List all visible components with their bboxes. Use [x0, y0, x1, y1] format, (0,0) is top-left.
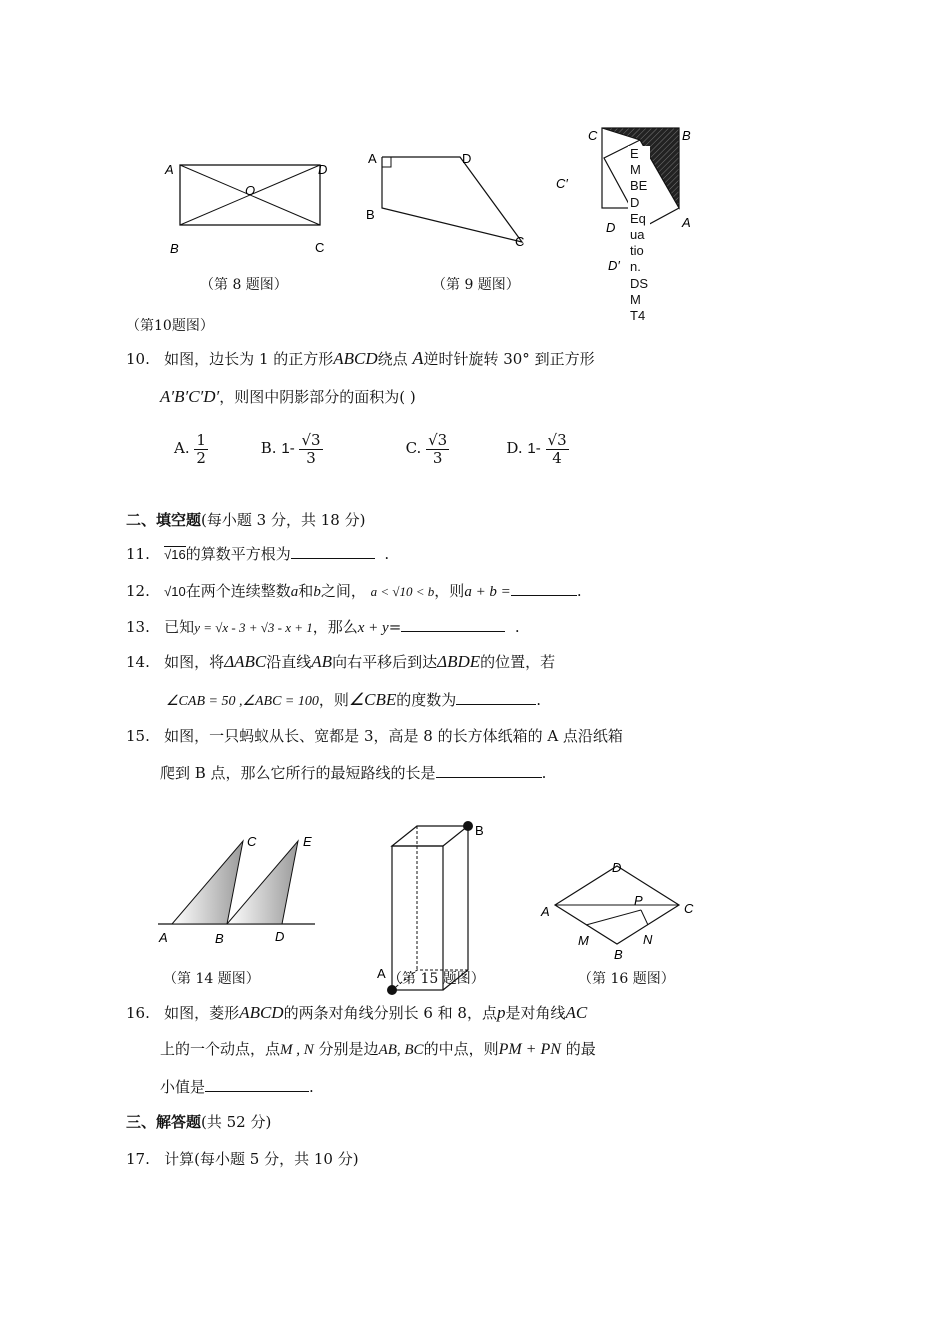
fig9-caption: （第 9 题图）: [432, 277, 520, 293]
figure-16: [538, 855, 708, 965]
q16-end: .: [309, 1078, 314, 1096]
q10-abcd-prime: A′B′C′D′: [160, 387, 220, 406]
fig10-label-d: D: [606, 220, 616, 235]
option-d-num: √3: [547, 431, 567, 449]
fig16-label-n: N: [643, 932, 653, 947]
q12-text1: 在两个连续整数: [185, 582, 291, 600]
q13-expr: y = √x - 3 + √3 - x + 1: [194, 620, 313, 635]
q10-option-c: [406, 432, 502, 466]
q15-end: .: [541, 764, 547, 782]
q14-triangle-abc: ΔABC: [224, 652, 267, 671]
fig9-label-b: B: [366, 207, 375, 222]
q14-line-ab: AB: [311, 652, 333, 671]
q11-expr: √16: [164, 547, 186, 562]
overlay-line-11: T4: [630, 308, 646, 324]
q12-text3: 之间，: [320, 582, 366, 600]
overlay-line-2: M: [630, 162, 641, 178]
q14-text4: 的位置，若: [480, 653, 556, 671]
q12-number: 12.: [126, 582, 150, 600]
fig15-label-b: B: [475, 823, 484, 838]
overlay-line-8: n.: [630, 259, 641, 275]
q12-inequality: a < √10 < b: [370, 584, 435, 599]
section2-heading: [126, 509, 365, 530]
option-c-num: √3: [428, 431, 448, 449]
fig8-label-a: A: [165, 162, 174, 177]
fig10-overlay-text: [628, 146, 650, 324]
q16-abcd: ABCD: [239, 1003, 284, 1022]
q10-abcd: ABCD: [333, 349, 378, 368]
q14-text5: ，则: [318, 691, 349, 709]
q14-angles: ∠CAB = 50 ,∠ABC = 100: [166, 694, 319, 709]
fig14-label-b: B: [215, 931, 224, 946]
overlay-line-3: BE: [630, 178, 648, 194]
q16-point-p: p: [496, 1003, 506, 1022]
q12-a: a: [290, 584, 299, 600]
fig10-label-a: A: [682, 215, 691, 230]
q16-text7: 的最: [565, 1040, 596, 1058]
fig10-label-dprime: D′: [608, 258, 620, 273]
q10-option-b: [261, 432, 401, 466]
option-b-num: √3: [301, 431, 321, 449]
q16-line1: [126, 1002, 587, 1023]
q12-text2: 和: [298, 582, 314, 600]
q16-diagonal-ac: AC: [565, 1003, 588, 1022]
q16-number: 16.: [126, 1004, 150, 1022]
section2-note: (每小题 3 分，共 18 分): [201, 511, 366, 529]
option-b-prefix: 1-: [281, 440, 295, 457]
q13-text1: 已知: [164, 618, 195, 636]
q10-option-a: [174, 432, 256, 466]
overlay-line-5: Eq: [630, 210, 646, 226]
q17: [126, 1148, 359, 1169]
q12-b: b: [313, 584, 321, 600]
q16-text2: 的两条对角线分别长 6 和 8，点: [283, 1004, 497, 1022]
section3-note: (共 52 分): [201, 1113, 272, 1131]
q10-text2: 绕点: [377, 350, 408, 368]
option-b-fraction: [299, 432, 322, 466]
q15-text1: 如图，一只蚂蚁从长、宽都是 3，高是 8 的长方体纸箱的 A 点沿纸箱: [164, 727, 623, 745]
option-d-prefix: 1-: [527, 440, 541, 457]
overlay-line-1: E: [630, 146, 639, 161]
q13-number: 13.: [126, 618, 150, 636]
section3-title: 三、解答题: [126, 1113, 202, 1131]
fig16-label-a: A: [541, 904, 550, 919]
q10-text4: ，则图中阴影部分的面积为( ): [219, 388, 416, 406]
fig14-label-a: A: [159, 930, 168, 945]
q13: [126, 616, 520, 637]
q10-options: [174, 432, 569, 466]
fig16-label-c: C: [684, 901, 694, 916]
q16-text4: 上的一个动点，点: [160, 1040, 281, 1058]
option-d-den: 4: [552, 448, 562, 467]
q14-number: 14.: [126, 653, 150, 671]
q11: [126, 543, 389, 564]
q17-number: 17.: [126, 1150, 150, 1168]
overlay-line-10: M: [630, 291, 641, 307]
q16-sides: AB, BC: [378, 1042, 424, 1058]
q16-answer-blank[interactable]: [205, 1077, 309, 1092]
q13-end: .: [514, 618, 520, 636]
q14-triangle-bde: ΔBDE: [437, 652, 481, 671]
option-a-num: 1: [196, 431, 206, 449]
q14-text3: 向右平移后到达: [332, 653, 438, 671]
q15-line1: [126, 725, 623, 746]
q16-text5: 分别是边: [318, 1040, 379, 1058]
option-c-fraction: [426, 432, 449, 466]
q16-text3: 是对角线: [505, 1004, 566, 1022]
q10-line1: [126, 348, 595, 369]
q11-end: .: [384, 545, 390, 563]
section3-heading: [126, 1111, 271, 1132]
q16-text1: 如图，菱形: [164, 1004, 240, 1022]
option-d-label: D.: [506, 439, 523, 457]
option-a-fraction: [194, 432, 208, 466]
q15-text2: 爬到 B 点，那么它所行的最短路线的长是: [160, 764, 436, 782]
q14-angle-cbe: ∠CBE: [348, 690, 397, 709]
q11-answer-blank[interactable]: [291, 544, 375, 559]
q15-line2: [160, 762, 546, 783]
fig15-caption: （第 15 题图）: [388, 971, 485, 987]
overlay-line-7: tio: [630, 243, 644, 259]
fig14-label-c: C: [247, 834, 257, 849]
fig8-label-o: O: [245, 183, 256, 198]
q12: [126, 580, 582, 601]
fig16-label-p: P: [634, 893, 643, 908]
overlay-line-9: DS: [630, 275, 649, 291]
q13-text2: ，那么: [312, 618, 358, 636]
fig14-caption: （第 14 题图）: [163, 971, 260, 987]
figure-14: [155, 830, 325, 950]
q14-text6: 的度数为: [396, 691, 457, 709]
q14-answer-blank[interactable]: [456, 690, 536, 705]
q16-line2: [160, 1038, 596, 1059]
q16-text6: 的中点，则: [423, 1040, 499, 1058]
q16-sum: PM + PN: [498, 1041, 561, 1058]
fig9-label-a: A: [368, 151, 377, 166]
q16-line3: [160, 1076, 314, 1097]
fig9-label-d: D: [462, 151, 472, 166]
q11-text: 的算数平方根为: [185, 545, 291, 563]
q16-points-mn: M , N: [280, 1042, 314, 1058]
overlay-line-4: D: [630, 194, 640, 210]
q10-number: 10.: [126, 350, 150, 368]
fig16-caption: （第 16 题图）: [578, 971, 675, 987]
q13-answer-blank[interactable]: [401, 617, 505, 632]
q14-text2: 沿直线: [266, 653, 312, 671]
q17-text: 计算(每小题 5 分，共 10 分): [164, 1150, 359, 1168]
q15-number: 15.: [126, 727, 150, 745]
q12-answer-blank[interactable]: [511, 581, 577, 596]
fig8-label-c: C: [315, 240, 325, 255]
q10-text3: 逆时针旋转 30° 到正方形: [423, 350, 595, 368]
q10-point-a: A: [412, 348, 424, 368]
fig10-label-cprime: C′: [556, 176, 568, 191]
q13-text3: =: [388, 618, 402, 636]
q10-text1: 如图，边长为 1 的正方形: [164, 350, 334, 368]
option-c-den: 3: [432, 448, 443, 467]
fig14-label-e: E: [303, 834, 312, 849]
option-c-label: C.: [405, 439, 422, 457]
q15-answer-blank[interactable]: [436, 763, 542, 778]
section2-title: 二、填空题: [126, 511, 202, 529]
q12-text4: ，则: [434, 582, 465, 600]
q14-end: .: [536, 691, 542, 709]
option-d-fraction: [546, 432, 569, 466]
option-a-label: A.: [174, 439, 190, 457]
fig10-caption: （第10题图）: [126, 318, 214, 334]
fig16-label-b: B: [614, 947, 623, 962]
figure-8: [160, 155, 340, 265]
q14-text1: 如图，将: [164, 653, 225, 671]
q11-number: 11.: [126, 545, 150, 563]
figure-9: [362, 145, 542, 255]
fig8-label-b: B: [170, 241, 179, 256]
fig9-label-c: C: [515, 234, 525, 249]
option-b-label: B.: [260, 439, 277, 457]
q12-sum: a + b =: [464, 584, 511, 600]
q12-expr: √10: [164, 584, 186, 599]
fig8-caption: （第 8 题图）: [200, 277, 288, 293]
fig10-label-b: B: [682, 128, 691, 143]
option-a-den: 2: [196, 448, 206, 467]
q12-end: .: [576, 582, 582, 600]
q10-option-d: [506, 432, 568, 466]
q10-line2: [160, 386, 416, 407]
fig15-label-a: A: [377, 966, 386, 981]
overlay-line-6: ua: [630, 227, 645, 243]
q16-text8: 小值是: [160, 1078, 206, 1096]
fig16-label-m: M: [578, 933, 589, 948]
fig8-label-d: D: [318, 162, 328, 177]
q14-line2: [166, 689, 541, 710]
q14-line1: [126, 651, 555, 672]
fig16-label-d: D: [612, 860, 622, 875]
fig10-label-c: C: [588, 128, 598, 143]
q13-sum: x + y: [357, 620, 389, 636]
option-b-den: 3: [306, 448, 316, 467]
fig14-label-d: D: [275, 929, 285, 944]
